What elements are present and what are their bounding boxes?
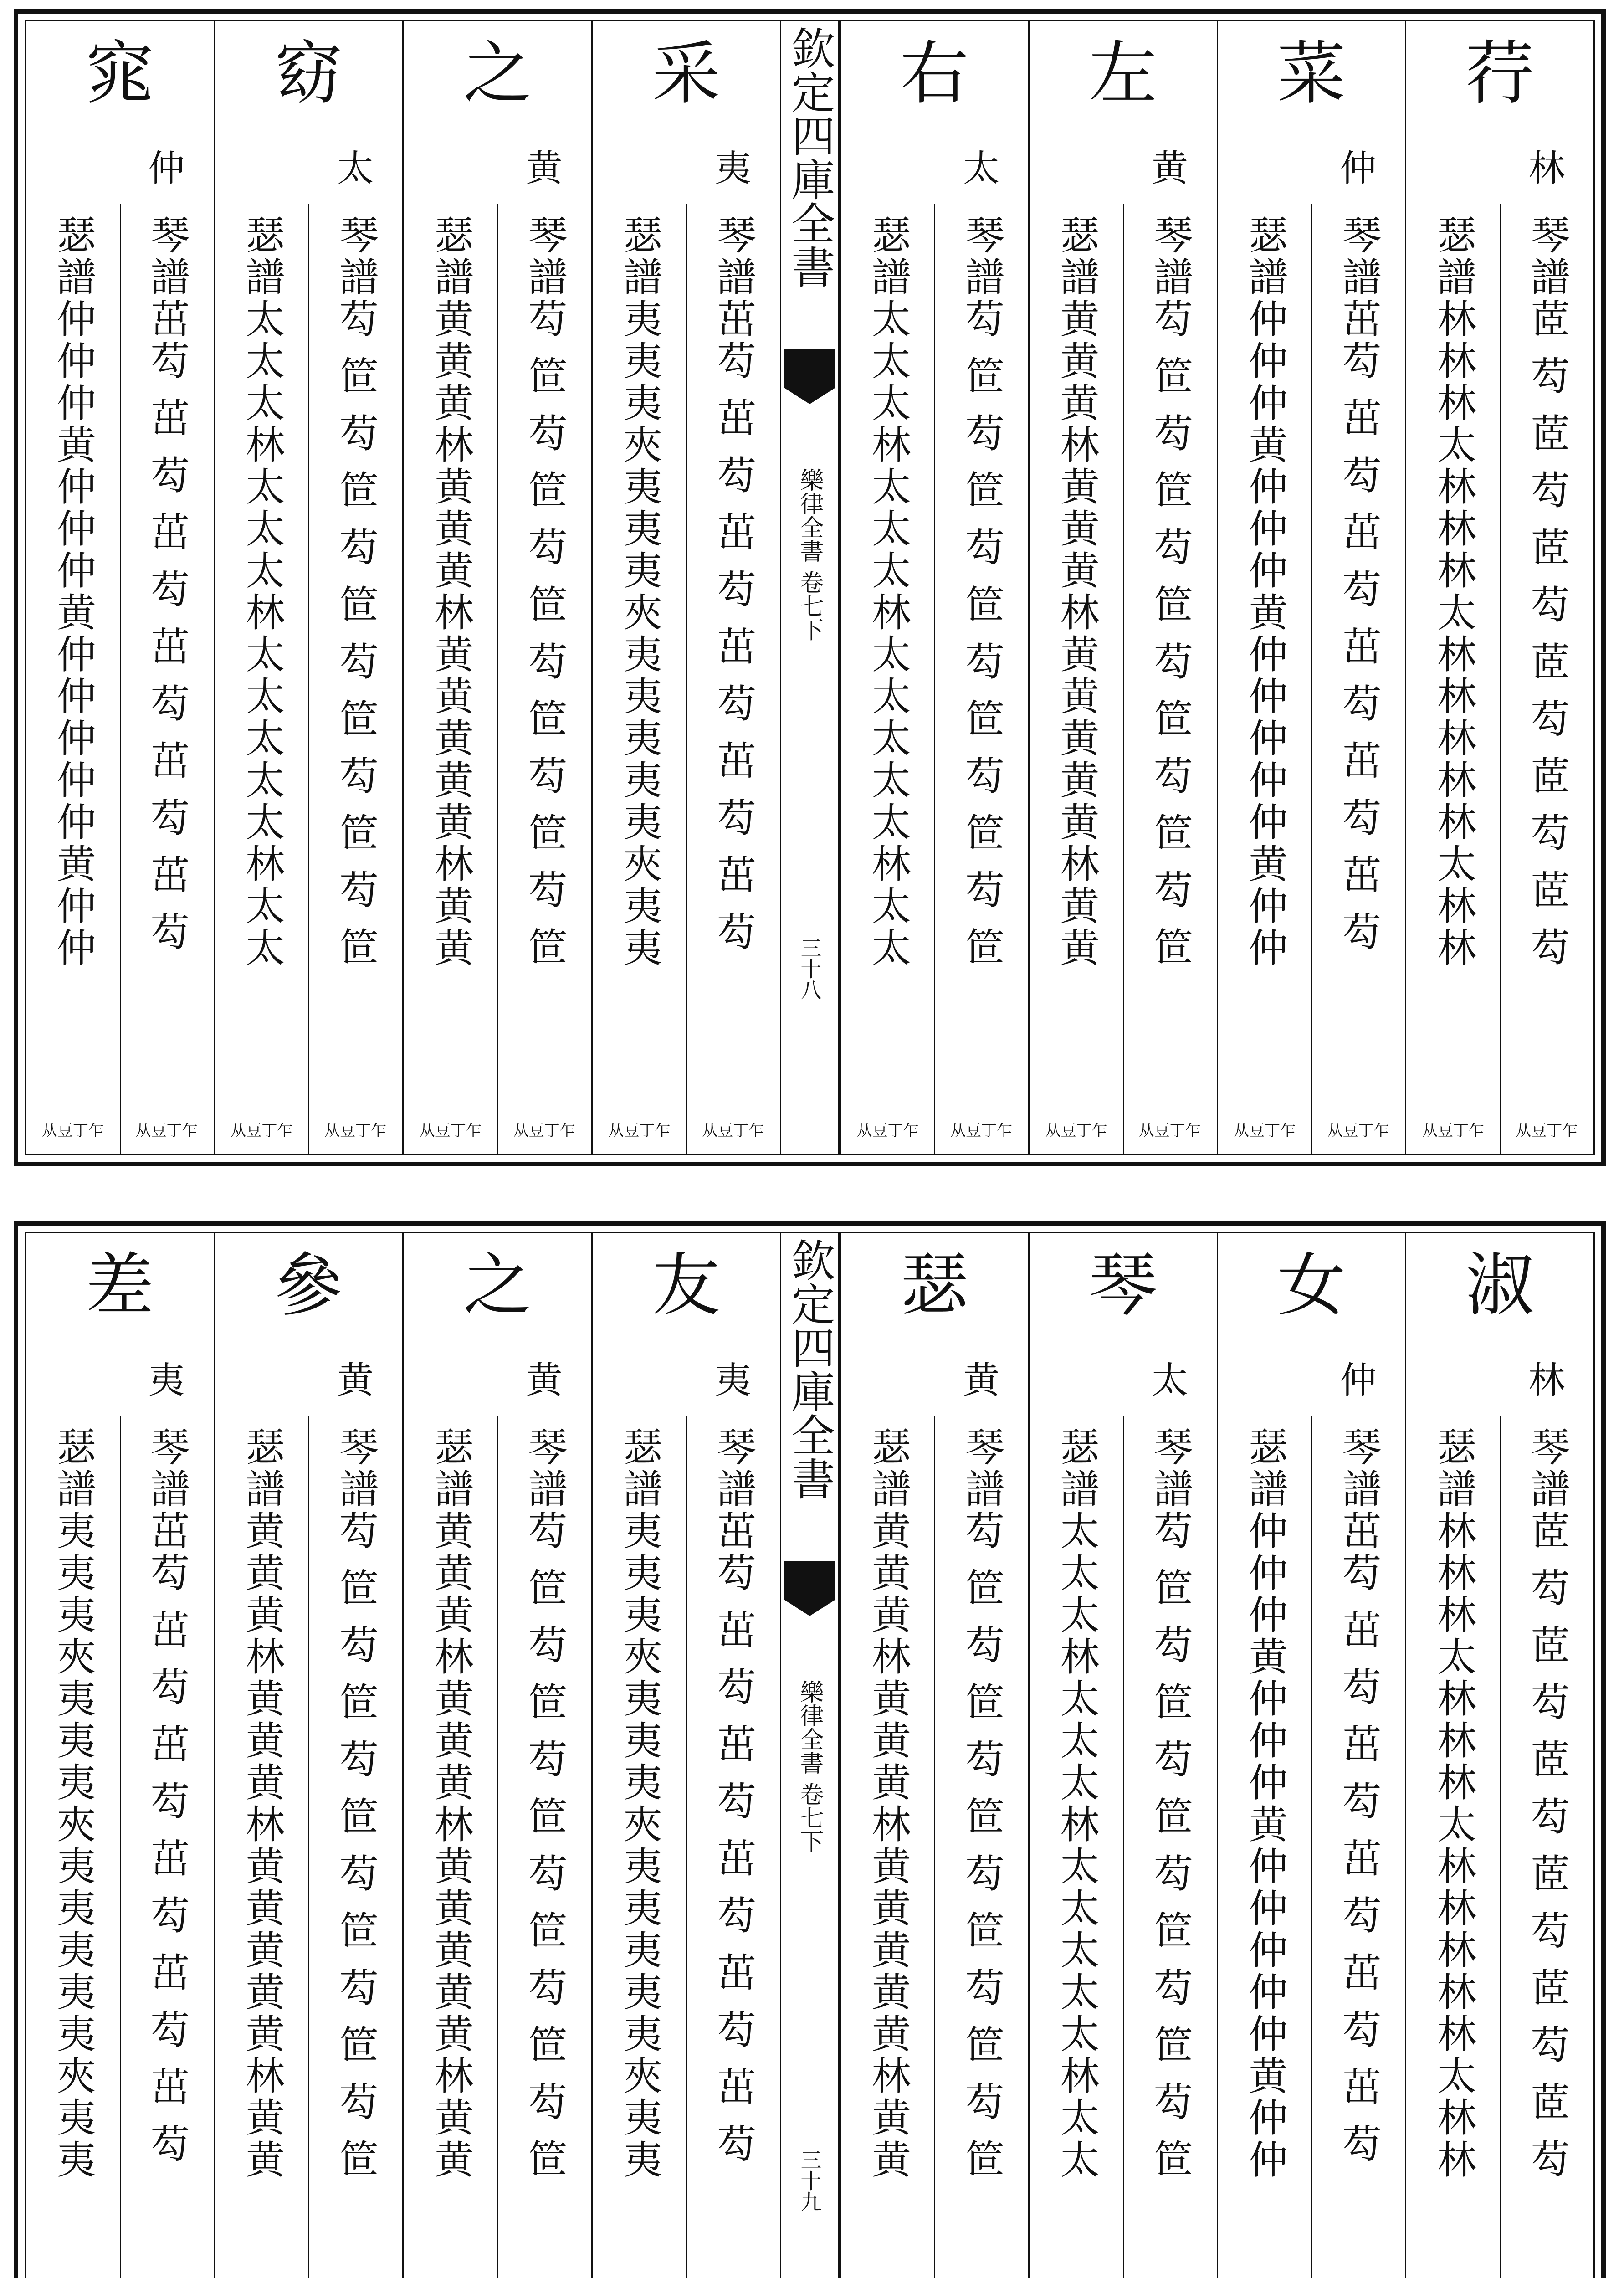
qin-notation: 琴譜茁芶 茁 芶 茁 芶 茁 芶 茁 芶 茁 芶 <box>1335 1426 1381 2165</box>
lyric-column <box>591 21 780 1154</box>
right-half <box>840 21 1593 1154</box>
lyric-char: 窕 <box>85 34 154 113</box>
lyric-column <box>1028 1233 1217 2278</box>
lyric-column <box>840 1233 1028 2278</box>
qin-notation: 琴譜茝 芶 茝 芶 茝 芶 茝 芶 茝 芶 茝 芶 <box>1524 215 1570 969</box>
lyric-column <box>26 1233 214 2278</box>
pitch-note: 林 <box>1528 1359 1565 1401</box>
folio-number: 三十八 <box>797 937 822 1000</box>
lyric-char: 女 <box>1277 1246 1346 1325</box>
book-title: 欽定四庫全書 <box>784 26 835 288</box>
lyric-char: 友 <box>652 1246 721 1325</box>
lyric-column <box>26 21 214 1154</box>
se-notation: 瑟譜仲仲仲黄仲仲仲黄仲仲仲仲仲黄仲仲 <box>1218 1416 1312 2278</box>
se-footer: 从豆丁乍 <box>1422 1122 1484 1140</box>
qin-notation: 琴譜茁芶 茁 芶 茁 芶 茁 芶 茁 芶 茁 芶 <box>143 1426 190 2165</box>
lyric-char: 之 <box>463 1246 532 1325</box>
se-notation: 瑟譜夷夷夷夾夷夷夷夾夷夷夷夷夷夾夷夷 <box>26 1416 121 2278</box>
lyric-column <box>214 21 403 1154</box>
se-footer: 从豆丁乍 <box>1045 1122 1107 1140</box>
qin-notation: 琴譜茝 芶 茝 芶 茝 芶 茝 芶 茝 芶 茝 芶 <box>1524 1426 1570 2181</box>
pitch-note: 黄 <box>1151 147 1188 190</box>
se-notation: 瑟譜夷夷夷夾夷夷夷夾夷夷夷夷夷夾夷夷 <box>593 1416 687 2278</box>
lyric-column <box>591 1233 780 2278</box>
lyric-column <box>1028 21 1217 1154</box>
qin-notation: 琴譜芶 笸 芶 笸 芶 笸 芶 笸 芶 笸 芶 笸 <box>333 215 379 969</box>
lyric-char: 右 <box>900 34 969 113</box>
center-fold <box>780 21 840 1154</box>
lyric-char: 荇 <box>1465 34 1534 113</box>
pitch-note: 林 <box>1528 147 1565 190</box>
qin-footer: 从豆丁乍 <box>702 1122 764 1140</box>
lyric-column <box>1217 1233 1405 2278</box>
se-footer: 从豆丁乍 <box>231 1122 293 1140</box>
folio-number: 三十九 <box>797 2149 822 2212</box>
lyric-char: 左 <box>1089 34 1158 113</box>
pitch-note: 太 <box>1151 1359 1188 1401</box>
qin-notation: 琴譜茁芶 茁 芶 茁 芶 茁 芶 茁 芶 茁 芶 <box>1335 215 1381 954</box>
lyric-char: 瑟 <box>900 1246 969 1325</box>
se-notation: 瑟譜黄黄黄林黄黄黄林黄黄黄黄黄林黄黄 <box>1030 204 1124 1154</box>
pitch-note: 夷 <box>715 1359 752 1401</box>
qin-footer: 从豆丁乍 <box>1516 1122 1578 1140</box>
se-notation: 瑟譜仲仲仲黄仲仲仲黄仲仲仲仲仲黄仲仲 <box>1218 204 1312 1154</box>
se-notation: 瑟譜林林林太林林林太林林林林林太林林 <box>1406 1416 1501 2278</box>
qin-footer: 从豆丁乍 <box>513 1122 575 1140</box>
page-top <box>14 9 1606 1166</box>
qin-notation: 琴譜芶 笸 芶 笸 芶 笸 芶 笸 芶 笸 芶 笸 <box>521 1426 567 2181</box>
se-notation: 瑟譜黄黄黄林黄黄黄林黄黄黄黄黄林黄黄 <box>404 204 498 1154</box>
page-bottom <box>14 1221 1606 2278</box>
qin-notation: 琴譜芶 笸 芶 笸 芶 笸 芶 笸 芶 笸 芶 笸 <box>958 1426 1004 2181</box>
se-notation: 瑟譜太太太林太太太林太太太太太林太太 <box>1030 1416 1124 2278</box>
qin-notation: 琴譜茁芶 茁 芶 茁 芶 茁 芶 茁 芶 茁 芶 <box>710 1426 756 2165</box>
se-notation: 瑟譜夷夷夷夾夷夷夷夾夷夷夷夷夷夾夷夷 <box>593 204 687 1154</box>
lyric-column <box>1217 21 1405 1154</box>
qin-notation: 琴譜芶 笸 芶 笸 芶 笸 芶 笸 芶 笸 芶 笸 <box>333 1426 379 2181</box>
lyric-char: 琴 <box>1089 1246 1158 1325</box>
left-half <box>26 21 780 1154</box>
se-footer: 从豆丁乍 <box>41 1122 104 1140</box>
se-footer: 从豆丁乍 <box>608 1122 671 1140</box>
pitch-note: 太 <box>337 147 374 190</box>
section-title: 樂律全書 卷七下 <box>796 1680 823 1853</box>
se-notation: 瑟譜林林林太林林林太林林林林林太林林 <box>1406 204 1501 1154</box>
book-title: 欽定四庫全書 <box>784 1238 835 1500</box>
page-bottom-frame <box>25 1232 1595 2278</box>
lyric-char: 菜 <box>1277 34 1346 113</box>
se-notation: 瑟譜仲仲仲黄仲仲仲黄仲仲仲仲仲黄仲仲 <box>26 204 121 1154</box>
lyric-column <box>1405 21 1593 1154</box>
fish-tail-mark <box>784 349 835 404</box>
qin-notation: 琴譜芶 笸 芶 笸 芶 笸 芶 笸 芶 笸 芶 笸 <box>1147 215 1193 969</box>
lyric-column <box>840 21 1028 1154</box>
page-top-frame <box>25 20 1595 1155</box>
pitch-note: 黄 <box>526 1359 563 1401</box>
pitch-note: 黄 <box>337 1359 374 1401</box>
qin-notation: 琴譜茁芶 茁 芶 茁 芶 茁 芶 茁 芶 茁 芶 <box>143 215 190 954</box>
center-fold <box>780 1233 840 2278</box>
se-notation: 瑟譜太太太林太太太林太太太太太林太太 <box>841 204 935 1154</box>
se-footer: 从豆丁乍 <box>419 1122 482 1140</box>
pitch-note: 仲 <box>1340 1359 1377 1401</box>
qin-footer: 从豆丁乍 <box>324 1122 387 1140</box>
qin-notation: 琴譜芶 笸 芶 笸 芶 笸 芶 笸 芶 笸 芶 笸 <box>1147 1426 1193 2181</box>
pitch-note: 太 <box>963 147 1000 190</box>
right-half <box>840 1233 1593 2278</box>
fish-tail-mark <box>784 1561 835 1616</box>
qin-notation: 琴譜芶 笸 芶 笸 芶 笸 芶 笸 芶 笸 芶 笸 <box>521 215 567 969</box>
se-notation: 瑟譜黄黄黄林黄黄黄林黄黄黄黄黄林黄黄 <box>841 1416 935 2278</box>
pitch-note: 黄 <box>963 1359 1000 1401</box>
lyric-column <box>402 21 591 1154</box>
lyric-char: 參 <box>274 1246 343 1325</box>
se-footer: 从豆丁乍 <box>856 1122 919 1140</box>
pitch-note: 夷 <box>148 1359 185 1401</box>
lyric-char: 采 <box>652 34 721 113</box>
lyric-column <box>402 1233 591 2278</box>
lyric-char: 差 <box>85 1246 154 1325</box>
pitch-note: 仲 <box>148 147 185 190</box>
qin-notation: 琴譜芶 笸 芶 笸 芶 笸 芶 笸 芶 笸 芶 笸 <box>958 215 1004 969</box>
qin-footer: 从豆丁乍 <box>1327 1122 1389 1140</box>
lyric-char: 窈 <box>274 34 343 113</box>
qin-footer: 从豆丁乍 <box>950 1122 1013 1140</box>
section-title: 樂律全書 卷七下 <box>796 468 823 641</box>
qin-notation: 琴譜茁芶 茁 芶 茁 芶 茁 芶 茁 芶 茁 芶 <box>710 215 756 954</box>
pitch-note: 仲 <box>1340 147 1377 190</box>
pitch-note: 黄 <box>526 147 563 190</box>
qin-footer: 从豆丁乍 <box>1138 1122 1201 1140</box>
qin-footer: 从豆丁乍 <box>135 1122 198 1140</box>
pitch-note: 夷 <box>715 147 752 190</box>
se-notation: 瑟譜黄黄黄林黄黄黄林黄黄黄黄黄林黄黄 <box>404 1416 498 2278</box>
lyric-column <box>1405 1233 1593 2278</box>
lyric-char: 之 <box>463 34 532 113</box>
se-notation: 瑟譜黄黄黄林黄黄黄林黄黄黄黄黄林黄黄 <box>215 1416 310 2278</box>
se-notation: 瑟譜太太太林太太太林太太太太太林太太 <box>215 204 310 1154</box>
lyric-column <box>214 1233 403 2278</box>
lyric-char: 淑 <box>1465 1246 1534 1325</box>
left-half <box>26 1233 780 2278</box>
se-footer: 从豆丁乍 <box>1234 1122 1296 1140</box>
